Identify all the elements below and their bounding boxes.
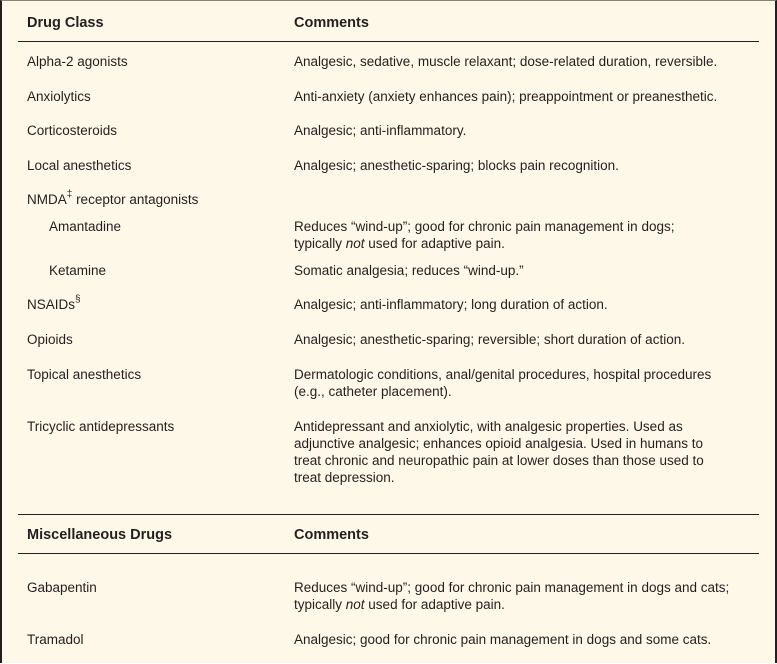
header-rule: [18, 41, 759, 42]
row-comment: [294, 366, 754, 400]
row-comment: Analgesic, sedative, muscle relaxant; dose-related duration, reversible.: [294, 54, 718, 69]
row-comment: [294, 579, 754, 613]
row-name: Tricyclic antidepressants: [27, 419, 175, 434]
row-name: Ketamine: [49, 263, 107, 278]
header-comments: Comments: [294, 15, 369, 31]
header-rule-2: [18, 553, 759, 554]
comment-line: treat chronic and neuropathic pain at lower doses than those used to: [294, 453, 704, 468]
nsaids-label: NSAIDs: [27, 297, 76, 312]
header-misc-drugs: Miscellaneous Drugs: [27, 527, 173, 543]
comment-text: typically: [294, 597, 346, 612]
row-comment: [294, 418, 754, 486]
comment-text: used for adaptive pain.: [364, 236, 505, 251]
nmda-label: NMDA: [27, 192, 67, 207]
row-comment: Analgesic; anesthetic-sparing; blocks pain recognition.: [294, 158, 619, 173]
row-name: Local anesthetics: [27, 158, 132, 173]
row-name-nmda: [27, 191, 198, 208]
comment-line: Reduces “wind-up”; good for chronic pain management in dogs and cats;: [294, 580, 730, 595]
row-name: Anxiolytics: [27, 89, 91, 104]
row-name: Amantadine: [49, 219, 122, 234]
comment-line: treat depression.: [294, 470, 395, 485]
footnote-marker: ‡: [66, 189, 73, 200]
comment-emphasis: not: [345, 597, 365, 612]
comment-line: adjunctive analgesic; enhances opioid analgesia. Used in humans to: [294, 436, 704, 451]
row-name: Opioids: [27, 332, 73, 347]
comment-line: Dermatologic conditions, anal/genital procedures, hospital procedures: [294, 367, 712, 382]
row-comment: Analgesic; anti-inflammatory.: [294, 123, 467, 138]
header-drug-class: Drug Class: [27, 15, 104, 31]
comment-text: typically: [294, 236, 346, 251]
row-name: Alpha-2 agonists: [27, 54, 128, 69]
row-comment: Analgesic; anesthetic-sparing; reversible; short duration of action.: [294, 332, 685, 347]
comment-line: Antidepressant and anxiolytic, with analgesic properties. Used as: [294, 419, 683, 434]
row-comment: Anti-anxiety (anxiety enhances pain); preappointment or preanesthetic.: [294, 89, 718, 104]
nmda-label-suffix: receptor antagonists: [72, 192, 199, 207]
header-comments-2: Comments: [294, 527, 369, 543]
comment-line: [294, 596, 754, 613]
comment-line: Reduces “wind-up”; good for chronic pain management in dogs;: [294, 219, 675, 234]
row-comment: Analgesic; good for chronic pain management in dogs and some cats.: [294, 632, 712, 647]
row-comment: Analgesic; anti-inflammatory; long duration of action.: [294, 297, 608, 312]
footnote-marker: §: [75, 294, 81, 305]
comment-line: (e.g., catheter placement).: [294, 384, 452, 399]
row-name: Tramadol: [27, 632, 84, 647]
section-rule: [18, 514, 759, 515]
row-name: Gabapentin: [27, 580, 97, 595]
comment-emphasis: not: [345, 236, 365, 251]
row-name: Topical anesthetics: [27, 367, 142, 382]
row-name: Corticosteroids: [27, 123, 118, 138]
comment-line: [294, 235, 754, 252]
row-name-nsaids: [27, 296, 81, 313]
row-comment: [294, 218, 754, 252]
comment-text: used for adaptive pain.: [364, 597, 505, 612]
row-comment: Somatic analgesia; reduces “wind-up.”: [294, 263, 524, 278]
